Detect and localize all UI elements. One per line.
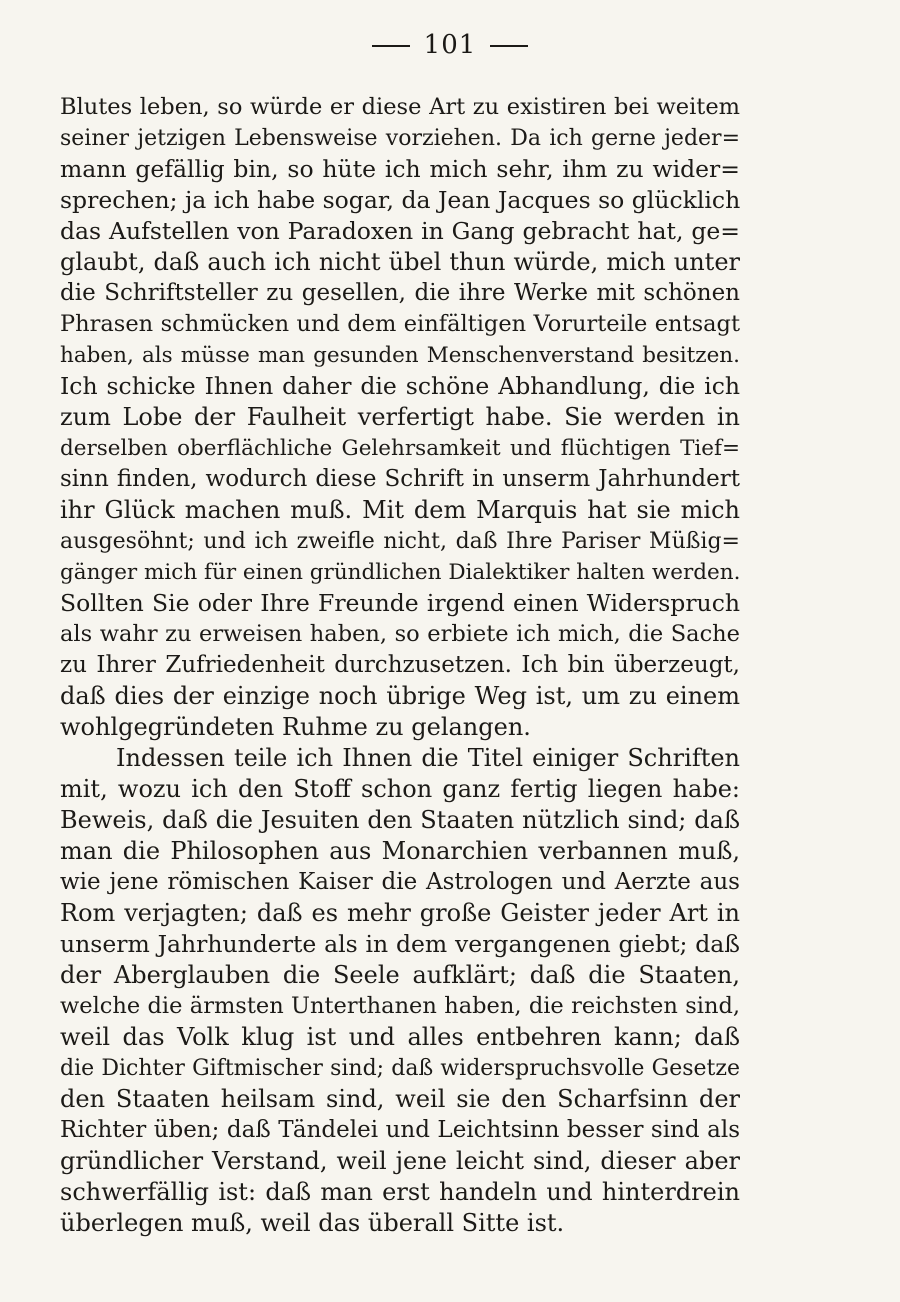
- text-line: zu Ihrer Zufriedenheit durchzusetzen. Ich bin überzeugt,: [60, 652, 740, 678]
- text-line: glaubt, daß auch ich nicht übel thun würde, mich unter: [60, 248, 740, 276]
- text-line: Richter üben; daß Tändelei und Leichtsinn besser sind als: [60, 1117, 740, 1143]
- text-line: die Schriftsteller zu gesellen, die ihre Werke mit schönen: [60, 280, 740, 306]
- page-body-text: [60, 92, 740, 1239]
- text-line: Sollten Sie oder Ihre Freunde irgend einen Widerspruch: [60, 589, 740, 617]
- text-line: ausgesöhnt; und ich zweifle nicht, daß Ihre Pariser Müßig=: [60, 529, 740, 554]
- text-line: wie jene römischen Kaiser die Astrologen und Aerzte aus: [60, 869, 740, 895]
- text-line: Phrasen schmücken und dem einfältigen Vorurteile entsagt: [60, 311, 740, 337]
- text-line: welche die ärmsten Unterthanen haben, die reichsten sind,: [60, 993, 740, 1019]
- text-line: Rom verjagten; daß es mehr große Geister jeder Art in: [60, 899, 740, 927]
- text-line: man die Philosophen aus Monarchien verbannen muß,: [60, 837, 740, 865]
- text-line: sinn finden, wodurch diese Schrift in unserm Jahrhundert: [60, 466, 740, 492]
- text-line: daß dies der einzige noch übrige Weg ist, um zu einem: [60, 682, 740, 710]
- header-dash-right: [490, 45, 528, 47]
- paragraph-end-line: überlegen muß, weil das überall Sitte ist.: [60, 1209, 565, 1237]
- text-line: das Aufstellen von Paradoxen in Gang gebracht hat, ge=: [60, 217, 740, 245]
- text-line: Beweis, daß die Jesuiten den Staaten nützlich sind; daß: [60, 806, 740, 834]
- text-line: seiner jetzigen Lebensweise vorziehen. Da ich gerne jeder=: [60, 126, 740, 151]
- text-line: schwerfällig ist: daß man erst handeln und hinterdrein: [60, 1178, 740, 1206]
- text-line: ihr Glück machen muß. Mit dem Marquis hat sie mich: [60, 496, 740, 524]
- text-line: mann gefällig bin, so hüte ich mich sehr, ihm zu wider=: [60, 155, 740, 183]
- page-header: [0, 30, 900, 60]
- text-line: derselben oberflächliche Gelehrsamkeit und flüchtigen Tief=: [60, 436, 740, 461]
- text-line: unserm Jahrhunderte als in dem vergangenen giebt; daß: [60, 930, 740, 958]
- text-line: zum Lobe der Faulheit verfertigt habe. Sie werden in: [60, 403, 740, 431]
- paragraph-end-line: wohlgegründeten Ruhme zu gelangen.: [60, 713, 531, 741]
- text-line: Blutes leben, so würde er diese Art zu existiren bei weitem: [60, 94, 740, 120]
- text-line: den Staaten heilsam sind, weil sie den Scharfsinn der: [60, 1085, 740, 1113]
- text-line: Ich schicke Ihnen daher die schöne Abhandlung, die ich: [60, 372, 740, 400]
- page-number: 101: [423, 30, 477, 60]
- text-line: mit, wozu ich den Stoff schon ganz fertig liegen habe:: [60, 775, 740, 803]
- paragraph-start-line: Indessen teile ich Ihnen die Titel einiger Schriften: [116, 744, 740, 772]
- text-line: als wahr zu erweisen haben, so erbiete ich mich, die Sache: [60, 621, 740, 647]
- text-line: gänger mich für einen gründlichen Dialektiker halten werden.: [60, 560, 741, 585]
- text-line: haben, als müsse man gesunden Menschenverstand besitzen.: [60, 343, 740, 368]
- text-line: sprechen; ja ich habe sogar, da Jean Jacques so glücklich: [60, 186, 741, 214]
- header-dash-left: [372, 45, 410, 47]
- text-line: der Aberglauben die Seele aufklärt; daß die Staaten,: [60, 961, 740, 989]
- text-line: die Dichter Giftmischer sind; daß widerspruchsvolle Gesetze: [60, 1056, 740, 1081]
- text-line: gründlicher Verstand, weil jene leicht sind, dieser aber: [60, 1147, 740, 1175]
- text-line: weil das Volk klug ist und alles entbehren kann; daß: [60, 1023, 740, 1051]
